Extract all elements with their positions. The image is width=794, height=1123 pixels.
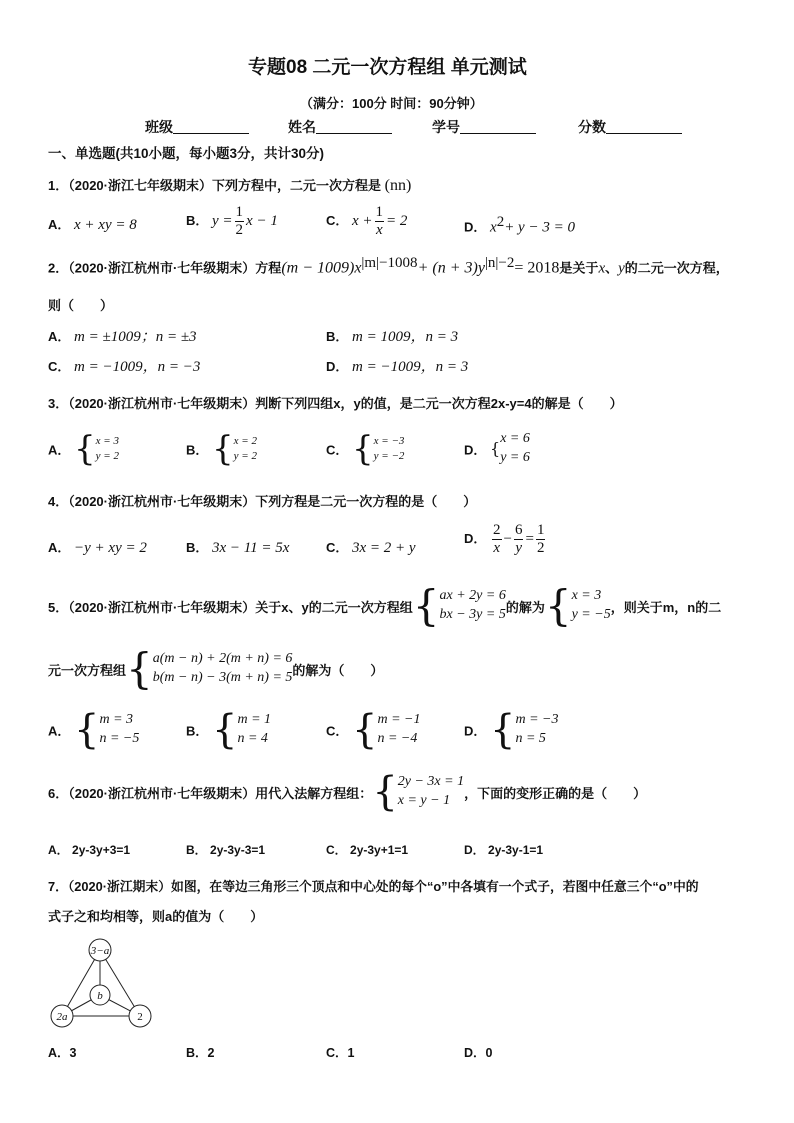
q7-option-b-label: B． <box>186 1046 208 1060</box>
q5-option-d-system: { m = −3 n = 5 <box>490 707 559 753</box>
q5-stem-text: 5．（2020·浙江杭州市·七年级期末）关于x、y的二元一次方程组 <box>48 599 413 615</box>
q1-option-b-post: x − 1 <box>246 212 278 229</box>
q5-option-c-label: C． <box>326 723 349 739</box>
q5-option-b-system: { m = 1 n = 4 <box>212 707 272 753</box>
q1-stem <box>48 175 411 195</box>
field-score-label: 分数 <box>578 119 606 135</box>
q2-tail1: 是关于 <box>559 260 599 276</box>
q5-option-d-label: D． <box>464 723 487 739</box>
q5-option-d-row1: m = −3 <box>515 712 559 728</box>
q7-stem-line1: 7．（2020·浙江期末）如图，在等边三角形三个顶点和中心处的每个“o”中各填有一个式子，若图中任意三个“o”中的 <box>48 879 699 894</box>
q5-line2-pre: 元一次方程组 <box>48 662 127 678</box>
field-class <box>145 117 249 137</box>
q5-option-c-row1: m = −1 <box>377 712 421 728</box>
q2-eq-c: = 2018 <box>514 259 560 277</box>
q2-var-y: y <box>618 260 625 277</box>
q5-stem <box>48 581 722 630</box>
q2-eq-sup1: |m|−1008 <box>361 255 418 271</box>
q1-option-c-num: 1 <box>375 204 384 220</box>
q5-solution-row1: x = 3 <box>571 588 602 604</box>
q5-option-b[interactable] <box>186 707 272 753</box>
q6-stem <box>48 769 647 815</box>
field-class-label: 班级 <box>145 119 173 135</box>
field-name-label: 姓名 <box>288 119 316 135</box>
q6-option-b-label: B． <box>186 843 207 857</box>
field-name-blank[interactable] <box>316 120 392 134</box>
q3-option-a[interactable] <box>48 429 119 469</box>
q5-system-row1: ax + 2y = 6 <box>439 588 506 604</box>
q4-option-b[interactable] <box>186 537 289 557</box>
q2-option-c-label: C． <box>48 359 71 374</box>
q7-option-a[interactable] <box>48 1043 76 1061</box>
q2-stem-text: 2．（2020·浙江杭州市·七年级期末）方程 <box>48 260 282 276</box>
q6-option-d-expr: 2y-3y-1=1 <box>488 843 544 857</box>
q1-option-d[interactable] <box>464 214 575 236</box>
q3-option-c[interactable] <box>326 429 405 469</box>
field-student-id-label: 学号 <box>432 119 460 135</box>
q3-option-c-label: C． <box>326 442 349 458</box>
q4-option-d-frac1 <box>492 523 502 556</box>
node-top-label: 3−a <box>90 945 110 957</box>
q5-option-d-row2: n = 5 <box>515 731 546 746</box>
q4-option-d[interactable] <box>464 523 547 556</box>
q6-tail: ，下面的变形正确的是（ ） <box>464 785 647 801</box>
q1-option-d-pre: x <box>490 219 497 236</box>
q1-option-c[interactable] <box>326 205 407 238</box>
q6-option-c-expr: 2y-3y+1=1 <box>350 843 409 857</box>
q3-option-b-system: { x = 2 y = 2 <box>212 429 257 469</box>
q6-option-c-label: C． <box>326 843 347 857</box>
q6-system-row1: 2y − 3x = 1 <box>397 774 465 790</box>
q5-solution: { x = 3 y = −5 <box>544 581 611 630</box>
q6-option-b-expr: 2y-3y-3=1 <box>210 843 266 857</box>
q7-stem-line2: 式子之和均相等，则a的值为（ ） <box>48 909 264 924</box>
q5-option-d[interactable] <box>464 707 559 753</box>
q1-option-d-label: D． <box>464 219 487 235</box>
q7-option-a-label: A． <box>48 1046 70 1060</box>
q2-tail2: 的二元一次方程， <box>624 260 729 276</box>
q5-system-row2: bx − 3y = 5 <box>439 607 506 622</box>
q5-line2-post: 的解为（ ） <box>292 662 384 678</box>
q4-option-a-label: A． <box>48 540 71 555</box>
q3-option-c-row1: x = −3 <box>373 435 405 448</box>
q4-option-d-frac3 <box>536 523 546 556</box>
q4-option-d-d1: x <box>493 540 501 556</box>
triangle-figure <box>48 938 162 1030</box>
q1-option-c-label: C． <box>326 212 349 228</box>
q3-option-c-row2: y = −2 <box>373 450 405 462</box>
q4-option-d-frac2 <box>514 523 524 556</box>
field-student-id-blank[interactable] <box>460 120 536 134</box>
q2-sep: 、 <box>605 260 619 276</box>
q5-option-a-row2: n = −5 <box>99 731 140 746</box>
q2-option-d-value: m = −1009，n = 3 <box>352 359 469 375</box>
node-left-label: 2a <box>56 1011 68 1023</box>
q7-option-c[interactable] <box>326 1043 354 1061</box>
q5-solution-row2: y = −5 <box>571 607 611 622</box>
q1-stem-text: 1．（2020·浙江七年级期末）下列方程中，二元一次方程是 <box>48 178 381 193</box>
q7-option-d-value: 0 <box>485 1046 493 1060</box>
q5-option-b-label: B． <box>186 723 209 739</box>
q4-stem: 4．（2020·浙江杭州市·七年级期末）下列方程是二元一次方程的是（ ） <box>48 494 477 509</box>
q2-eq-sup2: |n|−2 <box>484 255 515 271</box>
q3-option-a-label: A． <box>48 442 71 458</box>
q4-option-a-expr: −y + xy = 2 <box>74 540 147 556</box>
q7-option-d[interactable] <box>464 1043 492 1061</box>
q5-option-b-row2: n = 4 <box>237 731 268 746</box>
q5-option-a-system: { m = 3 n = −5 <box>74 707 140 753</box>
q5-option-a[interactable] <box>48 707 140 753</box>
q6-option-a-expr: 2y-3y+3=1 <box>72 843 131 857</box>
q1-option-a-label: A． <box>48 217 71 232</box>
q1-option-c-fraction <box>375 205 385 238</box>
q6-system: { 2y − 3x = 1 x = y − 1 <box>372 769 465 815</box>
q1-option-b-fraction <box>235 205 245 238</box>
field-score <box>578 117 682 137</box>
q5-system2: { a(m − n) + 2(m + n) = 6 b(m − n) − 3(m + n) = 5 <box>126 644 293 693</box>
q6-stem-text: 6．（2020·浙江杭州市·七年级期末）用代入法解方程组： <box>48 785 373 801</box>
q6-option-a[interactable] <box>48 841 130 858</box>
q3-option-d-system: { x = 6 y = 6 <box>490 430 530 468</box>
q1-option-a[interactable] <box>48 214 137 234</box>
q1-option-c-post: = 2 <box>386 212 408 229</box>
q1-paren: (nn) <box>384 177 412 194</box>
q7-option-b[interactable] <box>186 1043 214 1061</box>
q4-option-d-minus: − <box>503 530 512 547</box>
q1-option-d-sup: 2 <box>496 214 505 230</box>
q7-option-a-value: 3 <box>69 1046 77 1060</box>
q1-option-b-pre: y = <box>212 212 233 229</box>
q6-option-d[interactable] <box>464 841 543 858</box>
q3-option-a-row1: x = 3 <box>95 435 119 448</box>
q3-option-d-row1: x = 6 <box>500 431 530 446</box>
q5-mid: 的解为 <box>505 599 545 615</box>
q4-option-d-n3: 1 <box>536 522 545 538</box>
q3-option-b-label: B． <box>186 442 209 458</box>
q4-option-d-label: D． <box>464 530 487 546</box>
q1-option-b[interactable] <box>186 205 278 238</box>
node-center-label: b <box>97 990 103 1002</box>
page-title: 专题08 二元一次方程组 单元测试 <box>248 57 527 78</box>
q4-option-a[interactable] <box>48 537 147 557</box>
q2-option-d-label: D． <box>326 359 349 374</box>
q1-option-c-den: x <box>375 222 383 238</box>
q3-option-b-row1: x = 2 <box>233 435 257 448</box>
field-name <box>288 117 392 137</box>
q5-line2 <box>48 644 384 693</box>
q3-option-a-row2: y = 2 <box>95 450 119 462</box>
q2-stem <box>48 255 729 277</box>
section-heading: 一、单选题(共10小题，每小题3分，共计30分) <box>48 146 325 161</box>
q6-option-d-label: D． <box>464 843 485 857</box>
q2-option-a-value: m = ±1009；n = ±3 <box>74 329 197 345</box>
q3-option-b-row2: y = 2 <box>233 450 257 462</box>
q7-option-b-value: 2 <box>207 1046 215 1060</box>
node-right-label: 2 <box>137 1011 143 1023</box>
q2-option-c[interactable] <box>48 355 200 376</box>
q6-system-row2: x = y − 1 <box>397 793 451 808</box>
field-class-blank[interactable] <box>173 120 249 134</box>
q3-option-c-system: { x = −3 y = −2 <box>352 429 405 469</box>
q3-option-d[interactable] <box>464 430 530 468</box>
q1-option-b-num: 1 <box>235 204 244 220</box>
q1-option-c-pre: x + <box>352 212 373 229</box>
q5-system: { ax + 2y = 6 bx − 3y = 5 <box>412 581 506 630</box>
q3-stem: 3．（2020·浙江杭州市·七年级期末）判断下列四组x，y的值，是二元一次方程2x-y=4的解是（ ） <box>48 396 623 411</box>
q3-option-a-system: { x = 3 y = 2 <box>74 429 119 469</box>
page-subtitle: （满分：100分 时间：90分钟） <box>300 96 483 111</box>
q4-option-d-eq: = <box>525 530 534 547</box>
q4-option-b-label: B． <box>186 540 209 555</box>
q1-option-b-den: 2 <box>235 222 244 238</box>
q5-system2-row1: a(m − n) + 2(m + n) = 6 <box>152 651 293 667</box>
q4-option-d-n1: 2 <box>493 522 501 538</box>
q1-option-d-post: + y − 3 = 0 <box>504 219 575 236</box>
q5-option-a-row1: m = 3 <box>99 712 134 728</box>
q2-option-b-value: m = 1009，n = 3 <box>352 329 459 345</box>
q5-option-c[interactable] <box>326 707 421 753</box>
q2-option-a-label: A． <box>48 329 71 344</box>
q2-option-b-label: B． <box>326 329 349 344</box>
q2-option-c-value: m = −1009，n = −3 <box>74 359 201 375</box>
q4-option-c[interactable] <box>326 537 416 557</box>
q3-option-d-label: D． <box>464 442 487 458</box>
field-student-id <box>432 117 536 137</box>
q4-option-c-expr: 3x = 2 + y <box>352 540 416 556</box>
q4-option-c-label: C． <box>326 540 349 555</box>
q7-option-c-label: C． <box>326 1046 348 1060</box>
q3-option-d-row2: y = 6 <box>500 449 530 465</box>
q2-line2: 则（ ） <box>48 298 114 313</box>
q2-eq-a: (m − 1009)x <box>281 259 362 277</box>
q5-system2-row2: b(m − n) − 3(m + n) = 5 <box>152 670 293 685</box>
q4-option-d-d2: y <box>515 540 523 556</box>
q3-option-b[interactable] <box>186 429 257 469</box>
q5-option-c-system: { m = −1 n = −4 <box>352 707 421 753</box>
q4-option-b-expr: 3x − 11 = 5x <box>212 540 290 556</box>
q5-option-a-label: A． <box>48 723 71 739</box>
q2-option-d[interactable] <box>326 355 468 376</box>
q4-option-d-d3: 2 <box>536 540 545 556</box>
q6-option-a-label: A． <box>48 843 69 857</box>
field-score-blank[interactable] <box>606 120 682 134</box>
q4-option-d-n2: 6 <box>514 522 523 538</box>
q7-option-d-label: D． <box>464 1046 486 1060</box>
q5-option-c-row2: n = −4 <box>377 731 418 746</box>
q6-option-c[interactable] <box>326 841 408 858</box>
q2-option-a[interactable] <box>48 325 197 346</box>
q1-option-a-expr: x + xy = 8 <box>74 217 137 233</box>
q2-var-x: x <box>598 260 606 277</box>
q5-option-b-row1: m = 1 <box>237 712 272 728</box>
q6-option-b[interactable] <box>186 841 265 858</box>
q1-option-b-label: B． <box>186 212 209 228</box>
q2-eq-b: + (n + 3)y <box>417 259 485 277</box>
q7-option-c-value: 1 <box>347 1046 355 1060</box>
q5-tail: ，则关于m，n的二 <box>610 599 722 615</box>
q2-option-b[interactable] <box>326 325 458 346</box>
